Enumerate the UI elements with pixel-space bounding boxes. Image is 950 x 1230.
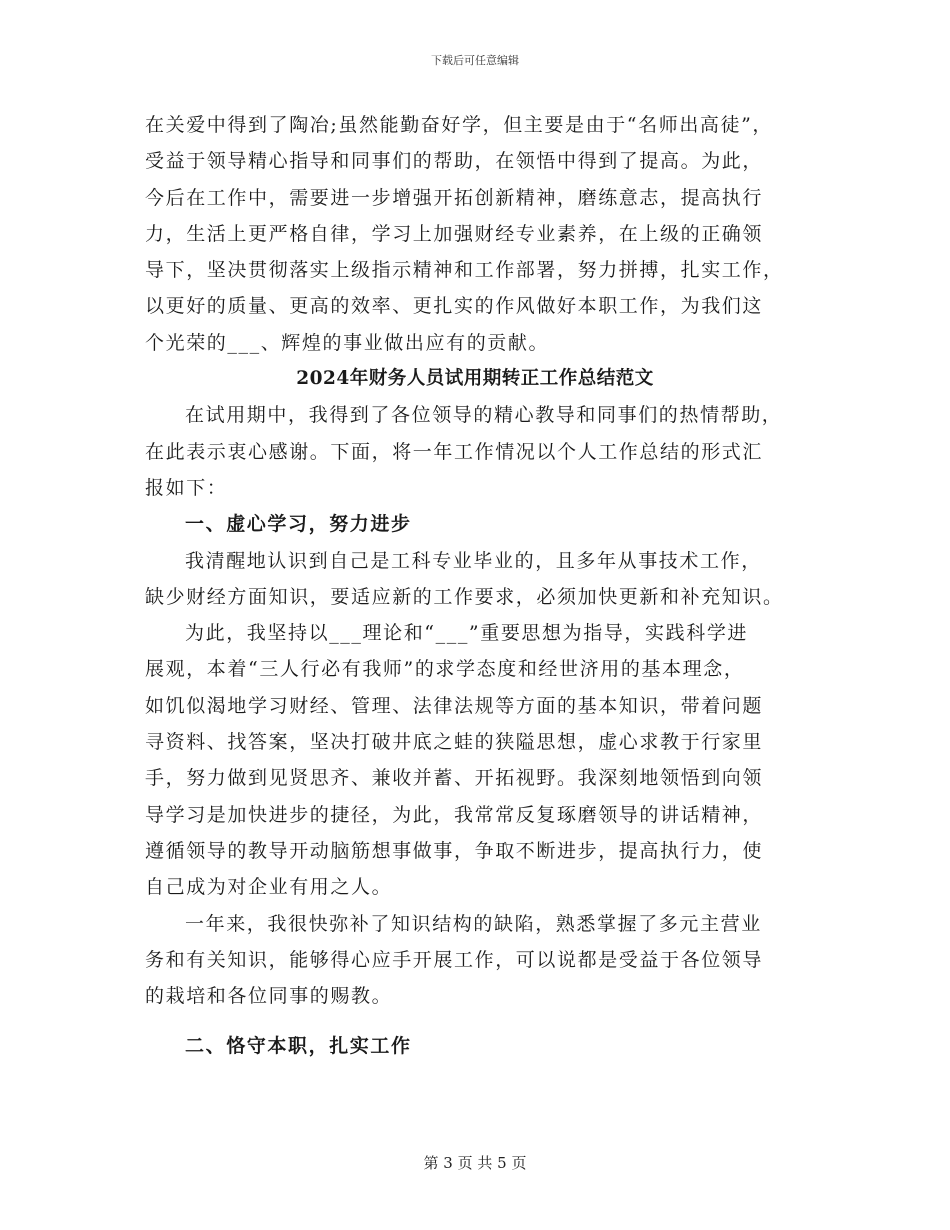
text-line: 今后在工作中，需要进一步增强开拓创新精神，磨练意志，提高执行 xyxy=(145,186,764,209)
text-line: 在此表示衷心感谢。下面，将一年工作情况以个人工作总结的形式汇 xyxy=(145,440,764,463)
text-line: 我清醒地认识到自己是工科专业毕业的，且多年从事技术工作， xyxy=(185,549,762,572)
text-line: 以更好的质量、更高的效率、更扎实的作风做好本职工作，为我们这 xyxy=(145,295,764,318)
text-line: 遵循领导的教导开动脑筋想事做事，争取不断进步，提高执行力，使 xyxy=(145,839,764,862)
text-line: 寻资料、找答案，坚决打破井底之蛙的狭隘思想，虚心求教于行家里 xyxy=(145,731,764,754)
text-line: 个光荣的___、辉煌的事业做出应有的贡献。 xyxy=(145,331,550,354)
paragraph-gap xyxy=(145,1014,805,1028)
text-line: 为此，我坚持以___理论和“___”重要思想为指导，实践科学进 xyxy=(185,622,749,645)
document-title: 2024年财务人员试用期转正工作总结范文 xyxy=(296,368,654,390)
text-line: 务和有关知识，能够得心应手开展工作，可以说都是受益于各位领导 xyxy=(145,948,764,971)
text-line: 在关爱中得到了陶冶;虽然能勤奋好学，但主要是由于“名师出高徒”， xyxy=(145,114,774,136)
text-line: 的栽培和各位同事的赐教。 xyxy=(145,985,393,1008)
text-line: 如饥似渴地学习财经、管理、法律法规等方面的基本知识，带着问题 xyxy=(145,694,764,717)
text-line: 报如下： xyxy=(145,476,228,499)
text-line: 受益于领导精心指导和同事们的帮助，在领悟中得到了提高。为此， xyxy=(145,150,764,173)
document-body xyxy=(145,107,805,1065)
text-line: 力，生活上更严格自律，学习上加强财经专业素养，在上级的正确领 xyxy=(145,222,764,245)
text-line: 缺少财经方面知识，要适应新的工作要求，必须加快更新和补充知识。 xyxy=(145,585,784,608)
text-line: 导下，坚决贯彻落实上级指示精神和工作部署，努力拼搏，扎实工作， xyxy=(145,259,784,282)
text-line: 展观，本着“三人行必有我师”的求学态度和经世济用的基本理念， xyxy=(145,658,745,681)
page-header: 下载后可任意编辑 xyxy=(431,54,519,67)
section-heading: 二、恪守本职，扎实工作 xyxy=(185,1035,412,1058)
text-line: 导学习是加快进步的捷径，为此，我常常反复琢磨领导的讲话精神， xyxy=(145,803,764,826)
text-line: 一年来，我很快弥补了知识结构的缺陷，熟悉掌握了多元主营业 xyxy=(185,912,762,935)
text-line: 自己成为对企业有用之人。 xyxy=(145,876,393,899)
text-line: 在试用期中，我得到了各位领导的精心教导和同事们的热情帮助， xyxy=(185,404,783,427)
text-line: 手，努力做到见贤思齐、兼收并蓄、开拓视野。我深刻地领悟到向领 xyxy=(145,767,764,790)
section-heading: 一、虚心学习，努力进步 xyxy=(185,513,412,536)
page-footer: 第 3 页 共 5 页 xyxy=(423,1154,527,1172)
